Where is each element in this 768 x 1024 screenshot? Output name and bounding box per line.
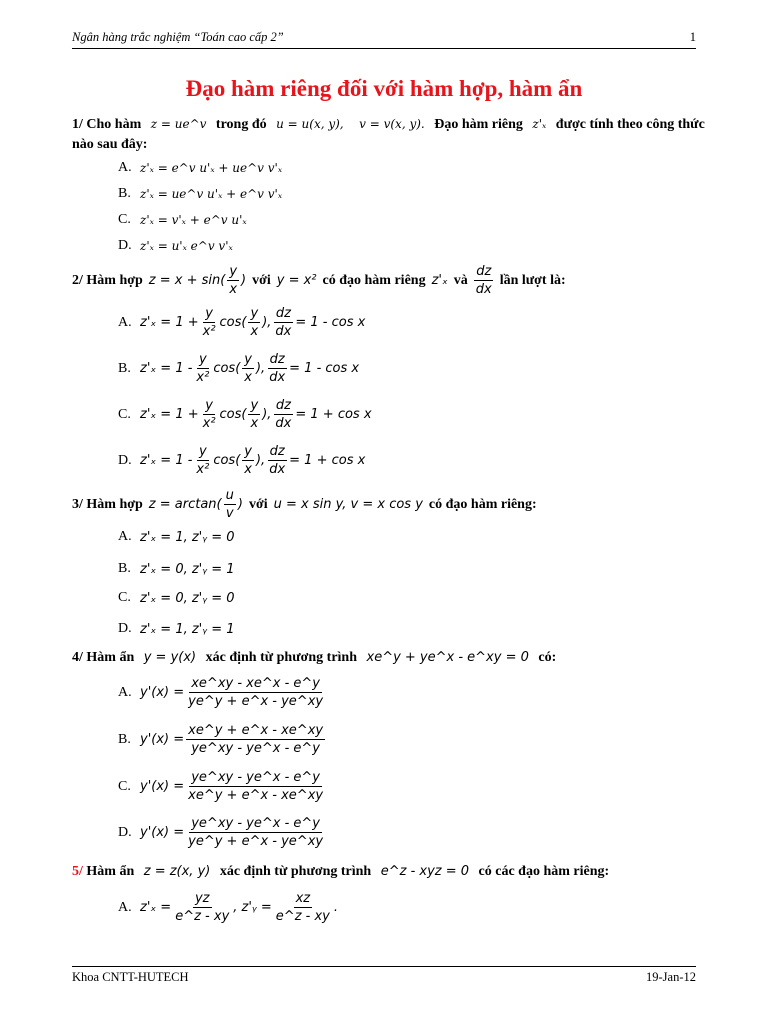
- numerator: dz: [275, 398, 291, 413]
- numerator: xe^xy - xe^x - e^y: [191, 676, 320, 691]
- numerator: y: [199, 444, 207, 459]
- fraction: [201, 397, 218, 432]
- question-text: Hàm hợp: [86, 496, 143, 512]
- fraction: [186, 769, 325, 804]
- option-label: C.: [118, 590, 131, 605]
- option-label: A.: [118, 684, 132, 700]
- math-part: z'ₓ = 1 +: [140, 315, 199, 330]
- fraction: [267, 443, 287, 478]
- option-3a[interactable]: [118, 529, 235, 545]
- numerator: ye^xy - ye^x - e^y: [191, 816, 320, 831]
- numerator: xz: [295, 891, 311, 906]
- math-part: cos(: [213, 453, 241, 468]
- option-label: D.: [118, 238, 132, 253]
- fraction: [248, 305, 260, 340]
- denominator: x: [244, 462, 252, 477]
- option-label: B.: [118, 360, 131, 376]
- question-text: xác định từ phương trình: [205, 650, 357, 665]
- option-3d[interactable]: [118, 621, 235, 637]
- fraction: [242, 443, 254, 478]
- question-text: được tính theo công thức nào sau đây:: [72, 117, 705, 152]
- fraction: [194, 443, 211, 478]
- numerator: dz: [476, 264, 492, 279]
- option-expression: [140, 722, 327, 757]
- fraction: [186, 815, 325, 850]
- question-text: Hàm hợp: [86, 272, 143, 288]
- math-expression: z = ue^v: [150, 117, 207, 131]
- question-number: 3/: [72, 496, 83, 512]
- numerator: y: [244, 352, 252, 367]
- math-expression: xe^y + ye^x - e^xy = 0: [366, 650, 529, 665]
- question-text: Hàm ẩn: [86, 864, 135, 879]
- question-text: Hàm ẩn: [86, 650, 135, 665]
- question-number: 1/: [72, 117, 83, 132]
- option-expression: z'ₓ = v'ₓ + e^v u'ₓ: [140, 213, 247, 227]
- math-part: z'ₓ =: [140, 900, 172, 915]
- option-label: A.: [118, 314, 132, 330]
- numerator: xe^y + e^x - xe^xy: [188, 723, 324, 738]
- math-expression: [149, 487, 243, 522]
- option-label: C.: [118, 778, 131, 794]
- option-label: A.: [118, 160, 132, 175]
- option-4d[interactable]: [118, 815, 327, 850]
- page-title: Đạo hàm riêng đối với hàm hợp, hàm ẩn: [185, 76, 583, 101]
- denominator: x²: [196, 370, 210, 385]
- math-expression: [149, 263, 246, 298]
- option-3b[interactable]: [118, 561, 235, 577]
- denominator: v: [225, 506, 234, 521]
- denominator: x: [250, 416, 259, 431]
- numerator: y: [199, 352, 207, 367]
- question-text: có:: [538, 650, 557, 665]
- math-part: ): [241, 272, 247, 288]
- option-expression: [140, 815, 327, 850]
- denominator: dx: [475, 282, 492, 297]
- fraction: [227, 263, 239, 298]
- header-title: Ngân hàng trắc nghiệm “Toán cao cấp 2”: [72, 30, 284, 44]
- option-1d[interactable]: [118, 238, 233, 254]
- option-1a[interactable]: [118, 160, 282, 176]
- math-part: y'(x) =: [140, 732, 185, 747]
- question-text: lần lượt là:: [499, 272, 566, 288]
- fraction: [194, 351, 211, 386]
- math-part: y'(x) =: [140, 685, 185, 700]
- question-1: [72, 114, 708, 155]
- page-number: 1: [689, 30, 696, 44]
- option-expression: [140, 397, 372, 432]
- option-2a[interactable]: [118, 305, 365, 340]
- footer-date: 19-Jan-12: [646, 970, 696, 984]
- option-expression: z'ₓ = ue^v u'ₓ + e^v v'ₓ: [140, 187, 283, 201]
- math-part: ): [237, 496, 243, 512]
- fraction: [474, 263, 494, 298]
- denominator: ye^y + e^x - ye^xy: [188, 834, 324, 849]
- math-part: = 1 + cos x: [295, 407, 372, 422]
- option-expression: z'ₓ = 0, z'ᵧ = 0: [140, 590, 235, 606]
- math-part: = 1 - cos x: [295, 315, 366, 330]
- math-part: y'(x) =: [140, 779, 185, 794]
- option-expression: z'ₓ = u'ₓ e^v v'ₓ: [140, 239, 233, 253]
- math-part: = 1 - cos x: [289, 361, 360, 376]
- denominator: x²: [202, 416, 216, 431]
- math-part: cos(: [213, 361, 241, 376]
- option-expression: [140, 769, 327, 804]
- option-4a[interactable]: [118, 675, 327, 710]
- fraction: [242, 351, 254, 386]
- math-part: cos(: [219, 315, 247, 330]
- page-footer: [72, 966, 696, 984]
- math-part: z = x + sin(: [148, 272, 226, 288]
- math-part: ),: [262, 407, 272, 422]
- question-text: với: [248, 496, 268, 512]
- question-number: 2/: [72, 272, 83, 288]
- fraction: [224, 487, 236, 522]
- question-number: 5/: [72, 864, 83, 879]
- math-expression: v = v(x, y).: [359, 117, 425, 131]
- fraction: [186, 675, 325, 710]
- fraction: [201, 305, 218, 340]
- denominator: x: [244, 370, 252, 385]
- question-3: [72, 487, 708, 522]
- numerator: y: [244, 444, 252, 459]
- option-expression: [140, 675, 327, 710]
- math-part: ),: [255, 453, 266, 468]
- denominator: e^z - xy: [175, 909, 230, 924]
- question-text: có các đạo hàm riêng:: [478, 864, 610, 879]
- option-expression: [140, 890, 338, 925]
- math-part: y'(x) =: [140, 825, 185, 840]
- math-expression: e^z - xyz = 0: [380, 864, 470, 879]
- math-expression: z = z(x, y): [143, 864, 211, 879]
- numerator: y: [229, 264, 238, 279]
- math-expression: z'ₓ: [431, 272, 448, 288]
- option-expression: z'ₓ = 1, z'ᵧ = 0: [140, 529, 235, 545]
- math-part: z = arctan(: [148, 496, 222, 512]
- option-label: A.: [118, 529, 132, 544]
- option-label: C.: [118, 212, 131, 227]
- option-2d[interactable]: [118, 443, 365, 478]
- fraction: [273, 397, 293, 432]
- question-text: và: [453, 272, 468, 288]
- denominator: e^z - xy: [275, 909, 330, 924]
- question-text: có đạo hàm riêng:: [428, 496, 537, 512]
- denominator: x²: [196, 462, 210, 477]
- question-number: 4/: [72, 650, 83, 665]
- denominator: dx: [275, 324, 292, 339]
- numerator: yz: [194, 891, 210, 906]
- denominator: ye^xy - ye^x - e^y: [191, 741, 320, 756]
- question-2: [72, 263, 708, 298]
- option-2b[interactable]: [118, 351, 359, 386]
- denominator: ye^y + e^x - ye^xy: [188, 694, 324, 709]
- option-label: D.: [118, 824, 132, 840]
- option-3c[interactable]: [118, 590, 235, 606]
- footer-left: Khoa CNTT-HUTECH: [72, 970, 189, 984]
- fraction: [186, 722, 325, 757]
- math-part: , z'ᵧ =: [233, 900, 272, 915]
- question-text: trong đó: [215, 117, 267, 132]
- fraction: [267, 351, 287, 386]
- numerator: y: [250, 306, 259, 321]
- numerator: y: [250, 398, 259, 413]
- math-part: cos(: [219, 407, 247, 422]
- option-expression: z'ₓ = e^v u'ₓ + ue^v v'ₓ: [140, 161, 283, 175]
- option-5a[interactable]: [118, 890, 338, 925]
- option-expression: z'ₓ = 0, z'ᵧ = 1: [140, 561, 235, 577]
- math-expression: y = x²: [276, 272, 317, 288]
- option-4b[interactable]: [118, 722, 327, 757]
- question-text: Đạo hàm riêng: [434, 117, 523, 132]
- option-label: A.: [118, 899, 132, 915]
- fraction: [273, 305, 293, 340]
- option-1b[interactable]: [118, 186, 282, 202]
- math-part: z'ₓ = 1 +: [140, 407, 199, 422]
- question-text: với: [252, 272, 271, 288]
- option-4c[interactable]: [118, 769, 327, 804]
- option-expression: [140, 351, 359, 386]
- option-label: D.: [118, 621, 132, 636]
- denominator: xe^y + e^x - xe^xy: [188, 788, 324, 803]
- denominator: x²: [202, 324, 216, 339]
- question-5: [72, 862, 708, 882]
- numerator: dz: [275, 306, 291, 321]
- question-4: [72, 648, 708, 668]
- option-label: B.: [118, 561, 131, 576]
- math-expression: u = x sin y, v = x cos y: [273, 496, 423, 512]
- option-label: D.: [118, 452, 132, 468]
- math-part: .: [333, 900, 338, 915]
- option-expression: z'ₓ = 1, z'ᵧ = 1: [140, 621, 235, 637]
- fraction: [274, 890, 332, 925]
- question-text: Cho hàm: [86, 117, 142, 132]
- denominator: dx: [269, 462, 286, 477]
- math-expression: z'ₓ: [532, 117, 547, 131]
- math-part: = 1 + cos x: [289, 453, 366, 468]
- numerator: y: [205, 306, 213, 321]
- math-expression: u = u(x, y),: [276, 117, 344, 131]
- page-header: [72, 30, 696, 49]
- option-label: B.: [118, 186, 131, 201]
- math-part: ),: [255, 361, 266, 376]
- math-expression: y = y(x): [143, 650, 197, 665]
- option-1c[interactable]: [118, 212, 247, 228]
- option-label: C.: [118, 406, 131, 422]
- question-text: xác định từ phương trình: [219, 864, 372, 879]
- numerator: ye^xy - ye^x - e^y: [191, 770, 320, 785]
- fraction: [173, 890, 231, 925]
- math-part: ),: [262, 315, 272, 330]
- math-part: z'ₓ = 1 -: [140, 453, 193, 468]
- denominator: x: [229, 282, 238, 297]
- question-text: có đạo hàm riêng: [322, 272, 426, 288]
- denominator: dx: [269, 370, 286, 385]
- option-expression: [140, 443, 365, 478]
- numerator: dz: [269, 352, 285, 367]
- fraction: [248, 397, 260, 432]
- option-label: B.: [118, 731, 131, 747]
- numerator: dz: [269, 444, 285, 459]
- numerator: y: [205, 398, 213, 413]
- numerator: u: [225, 488, 234, 503]
- option-expression: [140, 305, 365, 340]
- option-2c[interactable]: [118, 397, 372, 432]
- denominator: dx: [275, 416, 292, 431]
- denominator: x: [250, 324, 259, 339]
- math-part: z'ₓ = 1 -: [140, 361, 193, 376]
